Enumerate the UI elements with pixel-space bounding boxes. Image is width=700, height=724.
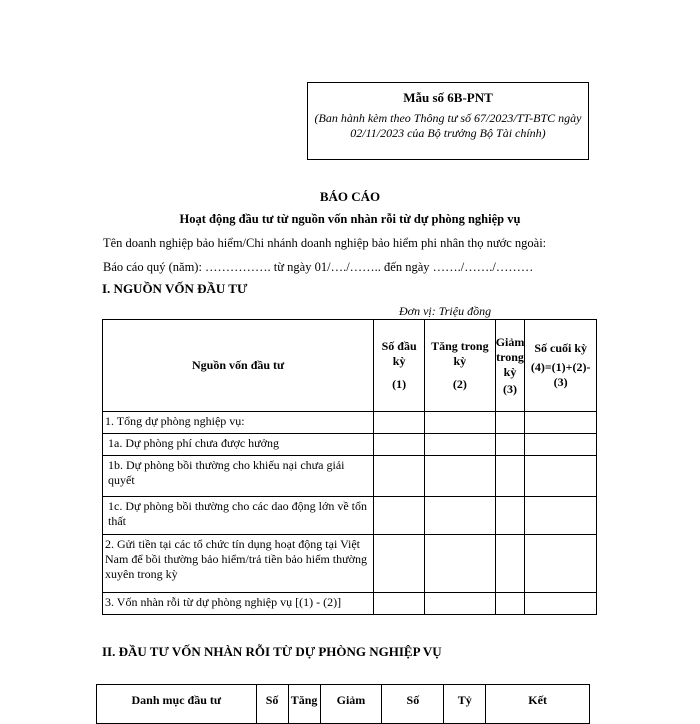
row-label: 3. Vốn nhàn rỗi từ dự phòng nghiệp vụ [(1) - (2)]	[103, 593, 374, 615]
cell-decrease	[495, 456, 525, 497]
table-row	[103, 535, 597, 593]
cell-increase	[425, 412, 496, 434]
header-opening	[374, 320, 425, 412]
cell-opening	[374, 497, 425, 535]
cell-closing	[525, 593, 597, 615]
table-row	[103, 497, 597, 535]
header-closing-num: (4)=(1)+(2)-(3)	[530, 360, 591, 389]
cell-opening	[374, 434, 425, 456]
cell-decrease	[495, 412, 525, 434]
table-header-row	[103, 320, 597, 412]
table-row	[103, 434, 597, 456]
header-source-label: Nguồn vốn đầu tư	[192, 358, 285, 372]
investment-portfolio-table	[96, 684, 590, 724]
table-row	[103, 593, 597, 615]
investment-source-table	[102, 319, 597, 615]
cell-opening	[374, 535, 425, 593]
header-decrease-label: Giảm trong kỳ	[495, 334, 525, 379]
header-category: Danh mục đầu tư	[97, 685, 257, 724]
table-header-row	[97, 685, 590, 724]
header-opening-num: (1)	[392, 377, 407, 391]
cell-decrease	[495, 434, 525, 456]
row-label: 1. Tổng dự phòng nghiệp vụ:	[103, 412, 374, 434]
table-row	[103, 456, 597, 497]
company-name-line: Tên doanh nghiệp bảo hiểm/Chi nhánh doanh nghiệp bảo hiểm phi nhân thọ nước ngoài:	[103, 236, 547, 250]
cell-decrease	[495, 497, 525, 535]
cell-closing	[525, 412, 597, 434]
cell-opening	[374, 456, 425, 497]
cell-increase	[425, 593, 496, 615]
form-code: Mẫu số 6B-PNT	[403, 90, 493, 105]
cell-opening	[374, 593, 425, 615]
header-increase	[425, 320, 496, 412]
row-label: 2. Gửi tiền tại các tổ chức tín dụng hoạt động tại Việt Nam để bồi thường bảo hiểm/trả tiền bảo hiểm thường xuyên trong kỳ	[103, 535, 374, 593]
table-row	[103, 412, 597, 434]
cell-closing	[525, 434, 597, 456]
header-source	[103, 320, 374, 412]
header-closing-label: Số cuối kỳ	[534, 341, 588, 355]
cell-closing	[525, 535, 597, 593]
report-subtitle: Hoạt động đầu tư từ nguồn vốn nhàn rỗi từ dự phòng nghiệp vụ	[179, 212, 521, 226]
cell-increase	[425, 456, 496, 497]
row-label: 1c. Dự phòng bồi thường cho các dao động lớn về tổn thất	[103, 497, 374, 535]
header-closing	[525, 320, 597, 412]
header-opening-label: Số đầu kỳ	[381, 339, 417, 368]
header-decrease: Giảm	[320, 685, 382, 724]
cell-closing	[525, 456, 597, 497]
header-opening: Số	[256, 685, 288, 724]
form-issuance-note: (Ban hành kèm theo Thông tư số 67/2023/TT-BTC ngày 02/11/2023 của Bộ trưởng Bộ Tài chính)	[314, 111, 582, 140]
header-ratio: Tỷ	[444, 685, 486, 724]
cell-increase	[425, 434, 496, 456]
cell-increase	[425, 497, 496, 535]
cell-increase	[425, 535, 496, 593]
row-label: 1b. Dự phòng bồi thường cho khiếu nại chưa giải quyết	[103, 456, 374, 497]
row-label: 1a. Dự phòng phí chưa được hưởng	[103, 434, 374, 456]
header-increase-label: Tăng trong kỳ	[431, 339, 489, 368]
cell-closing	[525, 497, 597, 535]
cell-decrease	[495, 593, 525, 615]
report-period-line: Báo cáo quý (năm): ……………. từ ngày 01/…./…….. đến ngày ……./……./………	[103, 260, 534, 274]
header-increase-num: (2)	[452, 377, 467, 391]
report-title: BÁO CÁO	[319, 189, 381, 204]
header-decrease-num: (3)	[503, 381, 518, 396]
cell-opening	[374, 412, 425, 434]
cell-decrease	[495, 535, 525, 593]
header-closing: Số	[382, 685, 444, 724]
section1-heading: I. NGUỒN VỐN ĐẦU TƯ	[102, 281, 248, 296]
section2-heading: II. ĐẦU TƯ VỐN NHÀN RỖI TỪ DỰ PHÒNG NGHIỆP VỤ	[102, 644, 442, 659]
header-increase: Tăng	[288, 685, 320, 724]
unit-label: Đơn vị: Triệu đồng	[399, 304, 492, 318]
form-code-box	[307, 82, 589, 160]
header-result: Kết	[486, 685, 590, 724]
header-decrease	[495, 320, 525, 412]
